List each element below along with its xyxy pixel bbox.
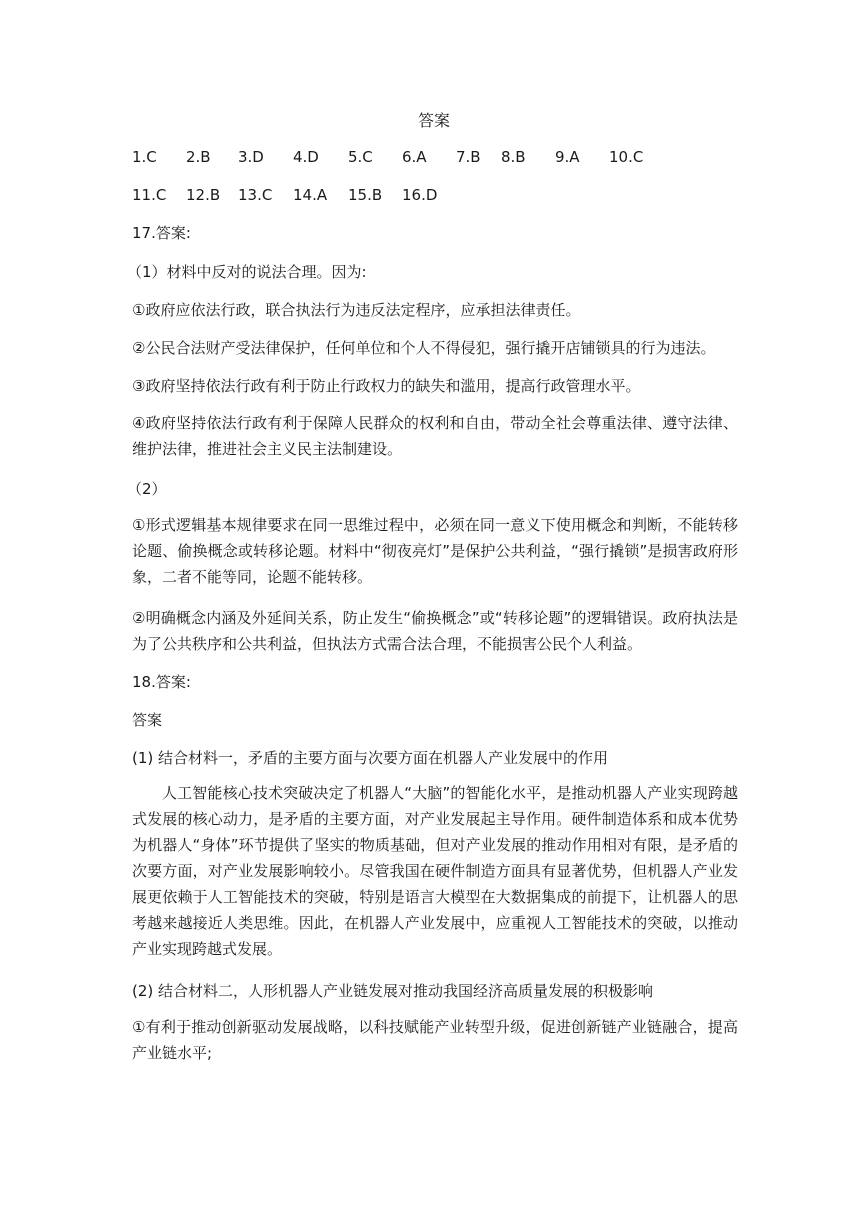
mc-answer: 1.C — [132, 148, 157, 166]
q17-part1-item: ②公民合法财产受法律保护，任何单位和个人不得侵犯，强行撬开店铺锁具的行为违法。 — [132, 339, 716, 357]
q17-part2-label: （2） — [127, 480, 167, 498]
mc-answer: 8.B — [501, 148, 526, 166]
mc-answer: 6.A — [402, 148, 427, 166]
mc-answer: 4.D — [293, 148, 319, 166]
q17-part2-item: ①形式逻辑基本规律要求在同一思维过程中，必须在同一意义下使用概念和判断，不能转移论题、偷换概念或转移论题。材料中“彻夜亮灯”是保护公共利益，“强行撬锁”是损害政府形象，二者不能等同，论题不能转移。 — [132, 516, 738, 586]
mc-answer: 12.B — [186, 186, 221, 204]
mc-answer: 5.C — [348, 148, 373, 166]
q18-part1-label: (1) 结合材料一，矛盾的主要方面与次要方面在机器人产业发展中的作用 — [132, 749, 609, 767]
mc-answer: 15.B — [348, 186, 383, 204]
q18-answer-label: 答案 — [132, 711, 163, 729]
page-title: 答案 — [417, 111, 450, 130]
mc-answer: 7.B — [456, 148, 481, 166]
q17-heading: 17.答案: — [132, 224, 191, 242]
mc-answer: 3.D — [238, 148, 264, 166]
q18-part1-text: 人工智能核心技术突破决定了机器人“大脑”的智能化水平，是推动机器人产业实现跨越式发展的核心动力，是矛盾的主要方面，对产业发展起主导作用。硬件制造体系和成本优势为机器人“身体”环节提供了坚实的物质基础，但对产业发展的推动作用相对有限，是矛盾的次要方面，对产业发展影响较小。尽管我国在硬件制造方面具有显著优势，但机器人产业发展更依赖于人工智能技术的突破，特别是语言大模型在大数据集成的前提下，让机器人的思考越来越接近人类思维。因此，在机器人产业发展中，应重视人工智能技术的突破，以推动产业实现跨越式发展。 — [132, 784, 738, 958]
q18-part2-label: (2) 结合材料二，人形机器人产业链发展对推动我国经济高质量发展的积极影响 — [132, 982, 654, 1000]
mc-answer: 9.A — [555, 148, 580, 166]
mc-answer: 16.D — [402, 186, 438, 204]
q18-heading: 18.答案: — [132, 673, 191, 691]
q17-part1-item: ③政府坚持依法行政有利于防止行政权力的缺失和滥用，提高行政管理水平。 — [132, 377, 641, 395]
mc-answer: 14.A — [293, 186, 328, 204]
mc-answer: 13.C — [238, 186, 273, 204]
mc-answer: 10.C — [609, 148, 644, 166]
q17-part2-item: ②明确概念内涵及外延间关系，防止发生“偷换概念”或“转移论题”的逻辑错误。政府执法是为了公共秩序和公共利益，但执法方式需合法合理，不能损害公民个人利益。 — [132, 609, 738, 653]
q17-part1-item: ①政府应依法行政，联合执法行为违反法定程序，应承担法律责任。 — [132, 301, 581, 319]
mc-answer: 2.B — [186, 148, 211, 166]
mc-answer: 11.C — [132, 186, 167, 204]
q17-part1-label: （1）材料中反对的说法合理。因为: — [127, 263, 367, 281]
q18-part2-item: ①有利于推动创新驱动发展战略，以科技赋能产业转型升级，促进创新链产业链融合，提高产业链水平; — [132, 1018, 738, 1062]
q17-part1-item: ④政府坚持依法行政有利于保障人民群众的权利和自由，带动全社会尊重法律、遵守法律、维护法律，推进社会主义民主法制建设。 — [132, 414, 738, 458]
